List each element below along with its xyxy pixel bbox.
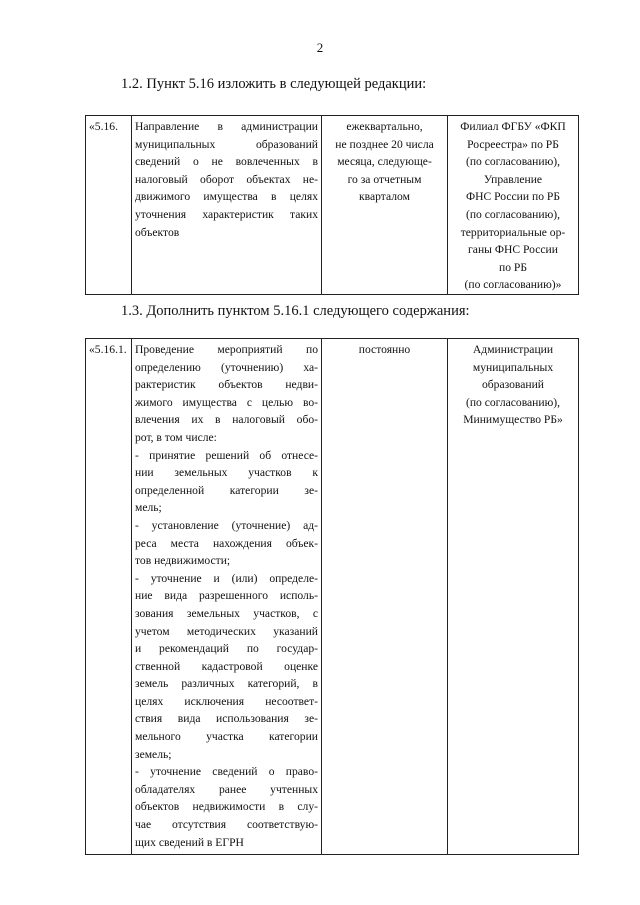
description-line: земель; [135,747,172,761]
deadline-line: постоянно [358,343,411,356]
description-line: определению (уточнению) ха- [135,360,318,374]
description-line: нии земельных участков к [135,466,318,480]
description-line: определенной категории зе- [135,483,318,497]
responsible-line: Филиал ФГБУ «ФКП [460,120,566,133]
responsible-line: (по согласованию)» [464,278,562,292]
item-description [132,339,322,855]
responsible-line: (по согласованию), [465,395,561,409]
responsible-line: Администрации [472,343,554,356]
deadline-line: го за отчетным [347,172,422,186]
table-row [86,116,579,295]
responsible-line: образований [481,378,545,392]
responsible-line: территориальные ор- [460,225,566,239]
description-line: рактеристик объектов недви- [135,378,318,392]
description-line: чае отсутствия соответствую- [135,818,318,832]
item-description [132,116,322,295]
description-line: влечения их в налоговый обо- [135,413,318,427]
description-line: целях исключения несоответ- [135,694,318,708]
table-item-5-16-1 [85,338,579,855]
deadline-line: месяца, следующе- [337,155,432,169]
item-deadline [322,116,448,295]
section-heading-1-2: 1.2. Пункт 5.16 изложить в следующей редакции: [121,76,427,92]
description-line: ственной кадастровой оценке [135,659,318,673]
responsible-line: ганы ФНС России [468,243,558,257]
section-heading-1-3: 1.3. Дополнить пунктом 5.16.1 следующего содержания: [121,303,470,319]
description-line: обладателях ранее учтенных [135,782,318,796]
description-line: тов недвижимости; [135,554,231,568]
description-line: муниципальных образований [135,137,318,151]
item-responsible [448,116,579,295]
item-deadline [322,339,448,855]
description-line: жимого имущества с целью во- [135,395,318,409]
table-item-5-16 [85,115,579,295]
description-line: учетом методических указаний [135,624,318,638]
description-line: движимого имущества в целях [135,190,318,204]
description-line: - уточнение и (или) определе- [135,571,318,585]
description-line: реса места нахождения объек- [135,536,318,550]
description-line: мель; [135,501,162,515]
responsible-line: ФНС России по РБ [465,190,560,204]
item-number: «5.16. [86,116,132,295]
description-line: ние вида разрешенного исполь- [135,589,318,603]
responsible-line: (по согласованию), [465,155,561,169]
description-line: сведений о не вовлеченных в [135,155,318,169]
deadline-line: ежеквартально, [346,120,423,133]
description-line: объектов [135,225,180,239]
description-line: земель различных категорий, в [135,677,318,691]
description-line: Проведение мероприятий по [135,343,318,356]
responsible-line: Росреестра» по РБ [467,137,559,151]
description-line: и рекомендаций по государ- [135,642,318,656]
description-line: щих сведений в ЕГРН [135,835,244,849]
description-line: уточнения характеристик таких [135,207,318,221]
description-line: - установление (уточнение) ад- [135,518,318,532]
description-line: налоговый оборот объектах не- [135,172,318,186]
description-line: - уточнение сведений о право- [135,765,318,779]
responsible-line: Управление [483,172,543,186]
responsible-line: по РБ [498,260,527,274]
description-line: ствия вида использования зе- [135,712,318,726]
page-number: 2 [316,40,324,55]
description-line: зования земельных участков, с [135,606,318,620]
responsible-line: Минимущество РБ» [463,413,563,427]
description-line: - принятие решений об отнесе- [135,448,318,462]
deadline-line: не позднее 20 числа [335,137,434,151]
table-row [86,339,579,855]
description-line: рот, в том числе: [135,430,217,444]
description-line: объектов недвижимости в слу- [135,800,318,814]
deadline-line: кварталом [359,190,410,204]
responsible-line: муниципальных [472,360,554,374]
item-number: «5.16.1. [86,339,132,855]
item-responsible [448,339,579,855]
responsible-line: (по согласованию), [465,207,561,221]
description-line: Направление в администрации [135,120,318,133]
description-line: мельного участка категории [135,730,318,744]
